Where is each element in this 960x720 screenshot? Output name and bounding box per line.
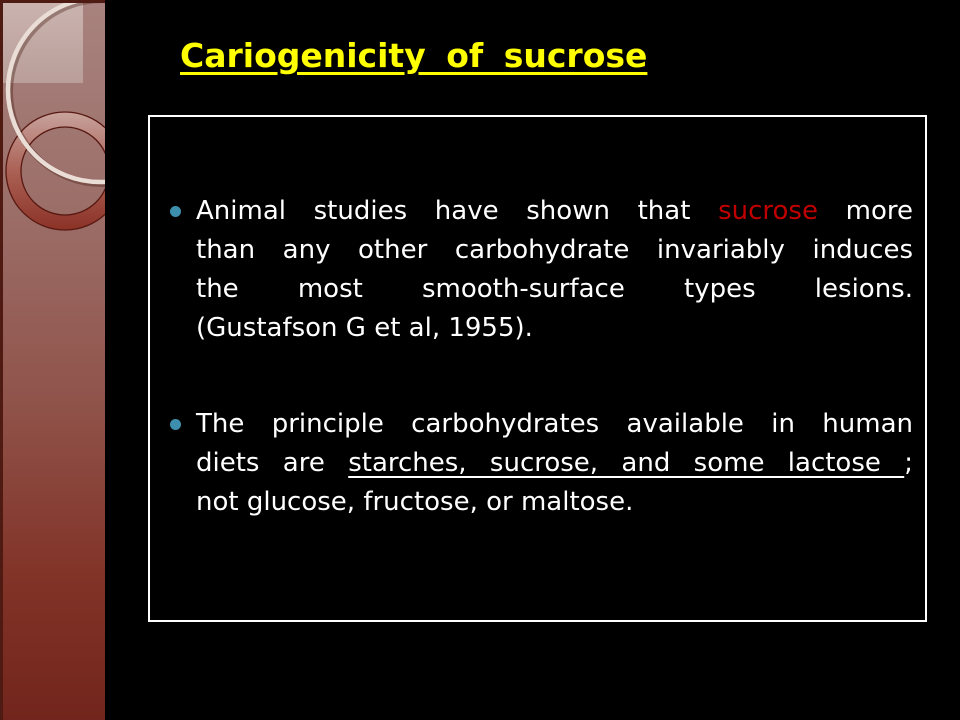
bullet-item: [196, 192, 913, 348]
bullet-text-line: [196, 444, 913, 483]
sidebar-decoration: [0, 0, 105, 720]
text-segment: not glucose, fructose, or maltose.: [196, 487, 634, 517]
bullet-text-line: [196, 270, 913, 309]
bullet-list: [196, 192, 913, 522]
bullet-text-line: [196, 483, 913, 522]
bullet-text-line: [196, 192, 913, 231]
text-segment-underline: starches, sucrose, and some lactose: [348, 448, 905, 478]
text-segment: than any other carbohydrate invariably induces: [196, 235, 913, 265]
bullet-item: [196, 405, 913, 522]
bullet-text-line: [196, 405, 913, 444]
bullet-dot-icon: [170, 419, 181, 430]
text-segment: the most smooth-surface types lesions.: [196, 274, 913, 304]
bullet-text-line: [196, 309, 913, 348]
slide-title: Cariogenicity of sucrose: [180, 36, 648, 75]
bullet-text-line: [196, 231, 913, 270]
content-box: [148, 115, 927, 622]
sidebar-rings-graphic: [0, 0, 105, 720]
bullet-dot-icon: [170, 206, 181, 217]
text-segment: (Gustafson G et al, 1955).: [196, 313, 533, 343]
text-segment: diets are: [196, 448, 349, 478]
text-segment: ;: [904, 448, 913, 478]
text-segment: Animal studies have shown that: [196, 196, 719, 226]
text-segment: The principle carbohydrates available in human: [196, 409, 913, 439]
text-segment-red: sucrose: [718, 196, 818, 226]
text-segment: more: [817, 196, 913, 226]
